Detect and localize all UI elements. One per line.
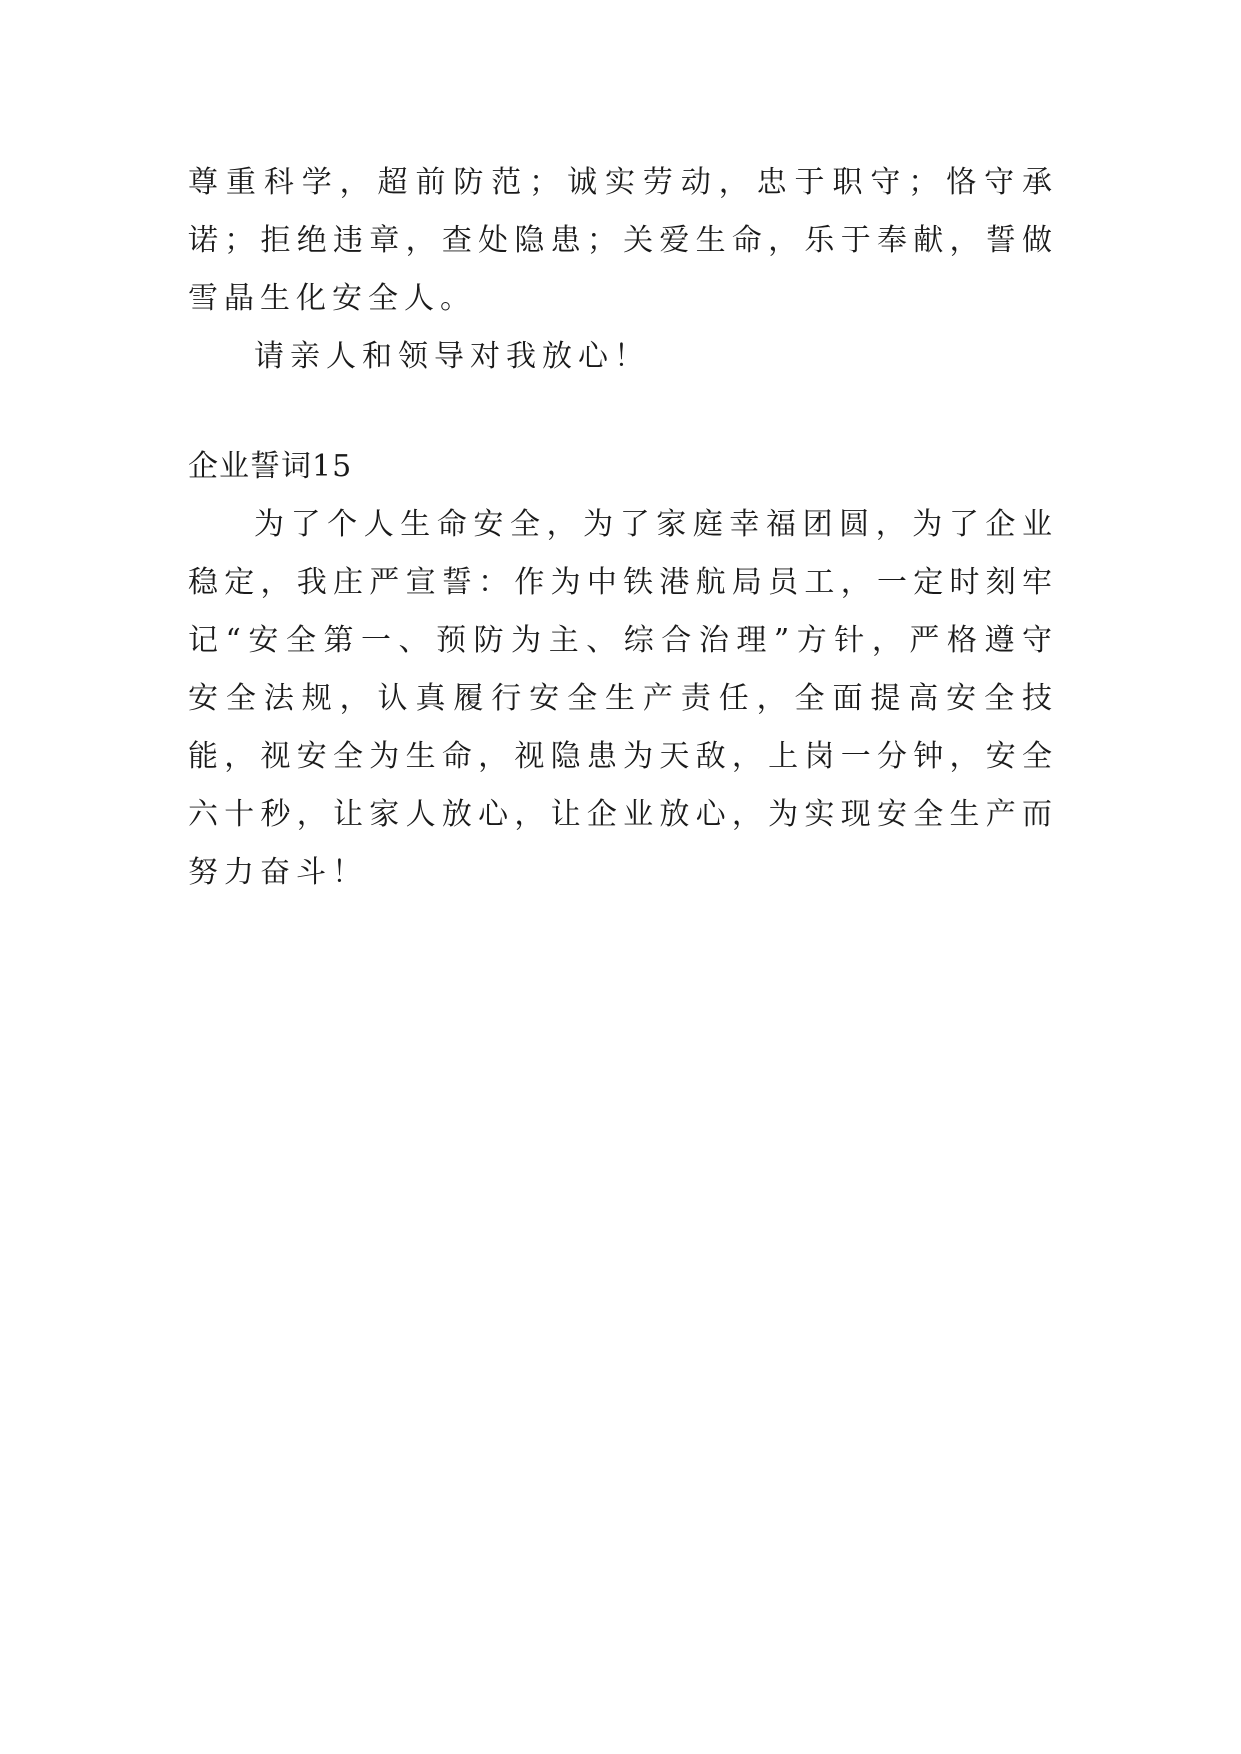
section-heading: 企业誓词15 — [188, 449, 353, 484]
section-body-paragraph: 为了个人生命安全，为了家庭幸福团圆，为了企业稳定，我庄严宣誓：作为中铁港航局员工，一定时刻牢记“安全第一、预防为主、综合治理”方针，严格遵守安全法规，认真履行安全生产责任，全面提高安全技能，视安全为生命，视隐患为天敌，上岗一分钟，安全六十秒，让家人放心，让企业放心，为实现安全生产而努力奋斗！ — [188, 507, 1058, 890]
continuation-paragraph: 尊重科学，超前防范；诚实劳动，忠于职守；恪守承诺；拒绝违章，查处隐患；关爱生命，乐于奉献，誓做雪晶生化安全人。 — [188, 165, 1058, 316]
document-body — [188, 154, 1058, 902]
closing-line: 请亲人和领导对我放心！ — [254, 339, 650, 374]
